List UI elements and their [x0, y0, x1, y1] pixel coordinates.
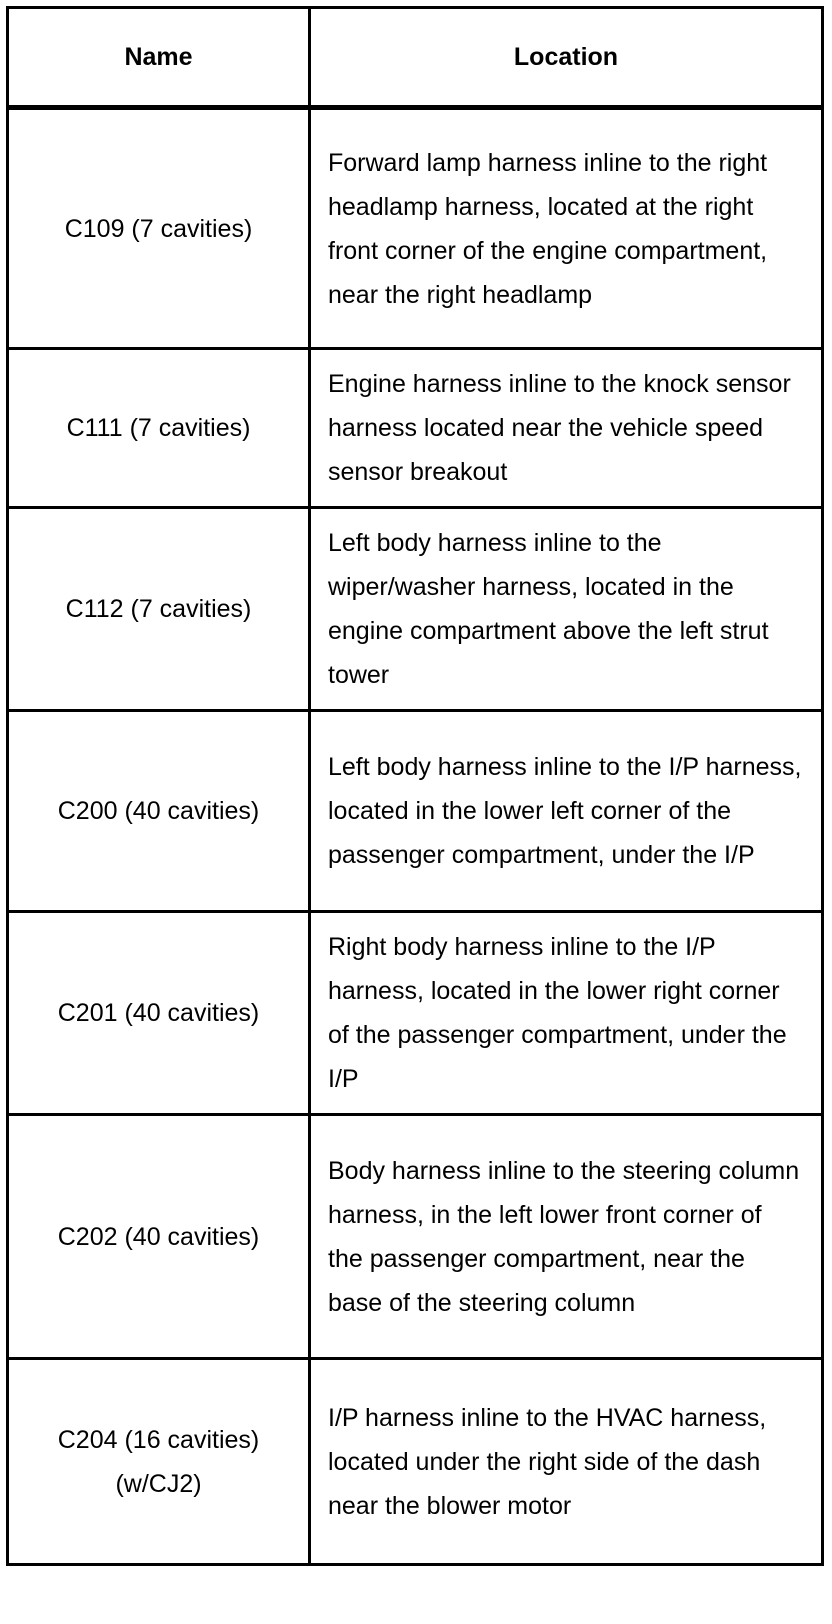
connector-location-cell: Engine harness inline to the knock sensor harness located near the vehicle speed sensor breakout	[310, 349, 823, 508]
connector-name: C202 (40 cavities)	[57, 1222, 260, 1251]
table-row	[8, 912, 823, 1115]
connector-name-cell	[8, 1115, 310, 1359]
connector-name: C111 (7 cavities)	[66, 414, 251, 442]
connector-name: C200 (40 cavities)	[57, 797, 260, 825]
connector-location-cell: I/P harness inline to the HVAC harness, located under the right side of the dash near the blower motor	[310, 1359, 823, 1565]
connector-name-cell	[8, 349, 310, 508]
connector-name-cell	[8, 912, 310, 1115]
table-row	[8, 108, 823, 349]
connector-location-cell: Body harness inline to the steering column harness, in the left lower front corner of the passenger compartment, near the base of the steering column	[310, 1115, 823, 1359]
connector-location-cell: Left body harness inline to the I/P harness, located in the lower left corner of the passenger compartment, under the I/P	[310, 711, 823, 912]
connector-name: C112 (7 cavities)	[65, 595, 252, 623]
connector-name-cell	[8, 1359, 310, 1565]
table-row	[8, 508, 823, 711]
connector-location-cell: Right body harness inline to the I/P harness, located in the lower right corner of the passenger compartment, under the I/P	[310, 912, 823, 1115]
connector-name: C109 (7 cavities)	[64, 214, 253, 243]
table-row	[8, 349, 823, 508]
name-column-header: Name	[8, 8, 310, 108]
table-row	[8, 1359, 823, 1565]
connector-name: C201 (40 cavities)	[57, 999, 260, 1027]
connector-note: (w/CJ2)	[115, 1469, 202, 1498]
connector-table-wrapper	[6, 6, 824, 1566]
connector-name: C204 (16 cavities)	[57, 1425, 260, 1454]
table-header-row	[8, 8, 823, 108]
location-column-header: Location	[310, 8, 823, 108]
connector-name-cell	[8, 108, 310, 349]
connector-name-cell	[8, 711, 310, 912]
connector-location-table	[6, 6, 824, 1566]
connector-location-cell: Left body harness inline to the wiper/washer harness, located in the engine compartment above the left strut tower	[310, 508, 823, 711]
table-row	[8, 1115, 823, 1359]
connector-name-cell	[8, 508, 310, 711]
table-row	[8, 711, 823, 912]
connector-location-cell: Forward lamp harness inline to the right headlamp harness, located at the right front corner of the engine compartment, near the right headlamp	[310, 108, 823, 349]
